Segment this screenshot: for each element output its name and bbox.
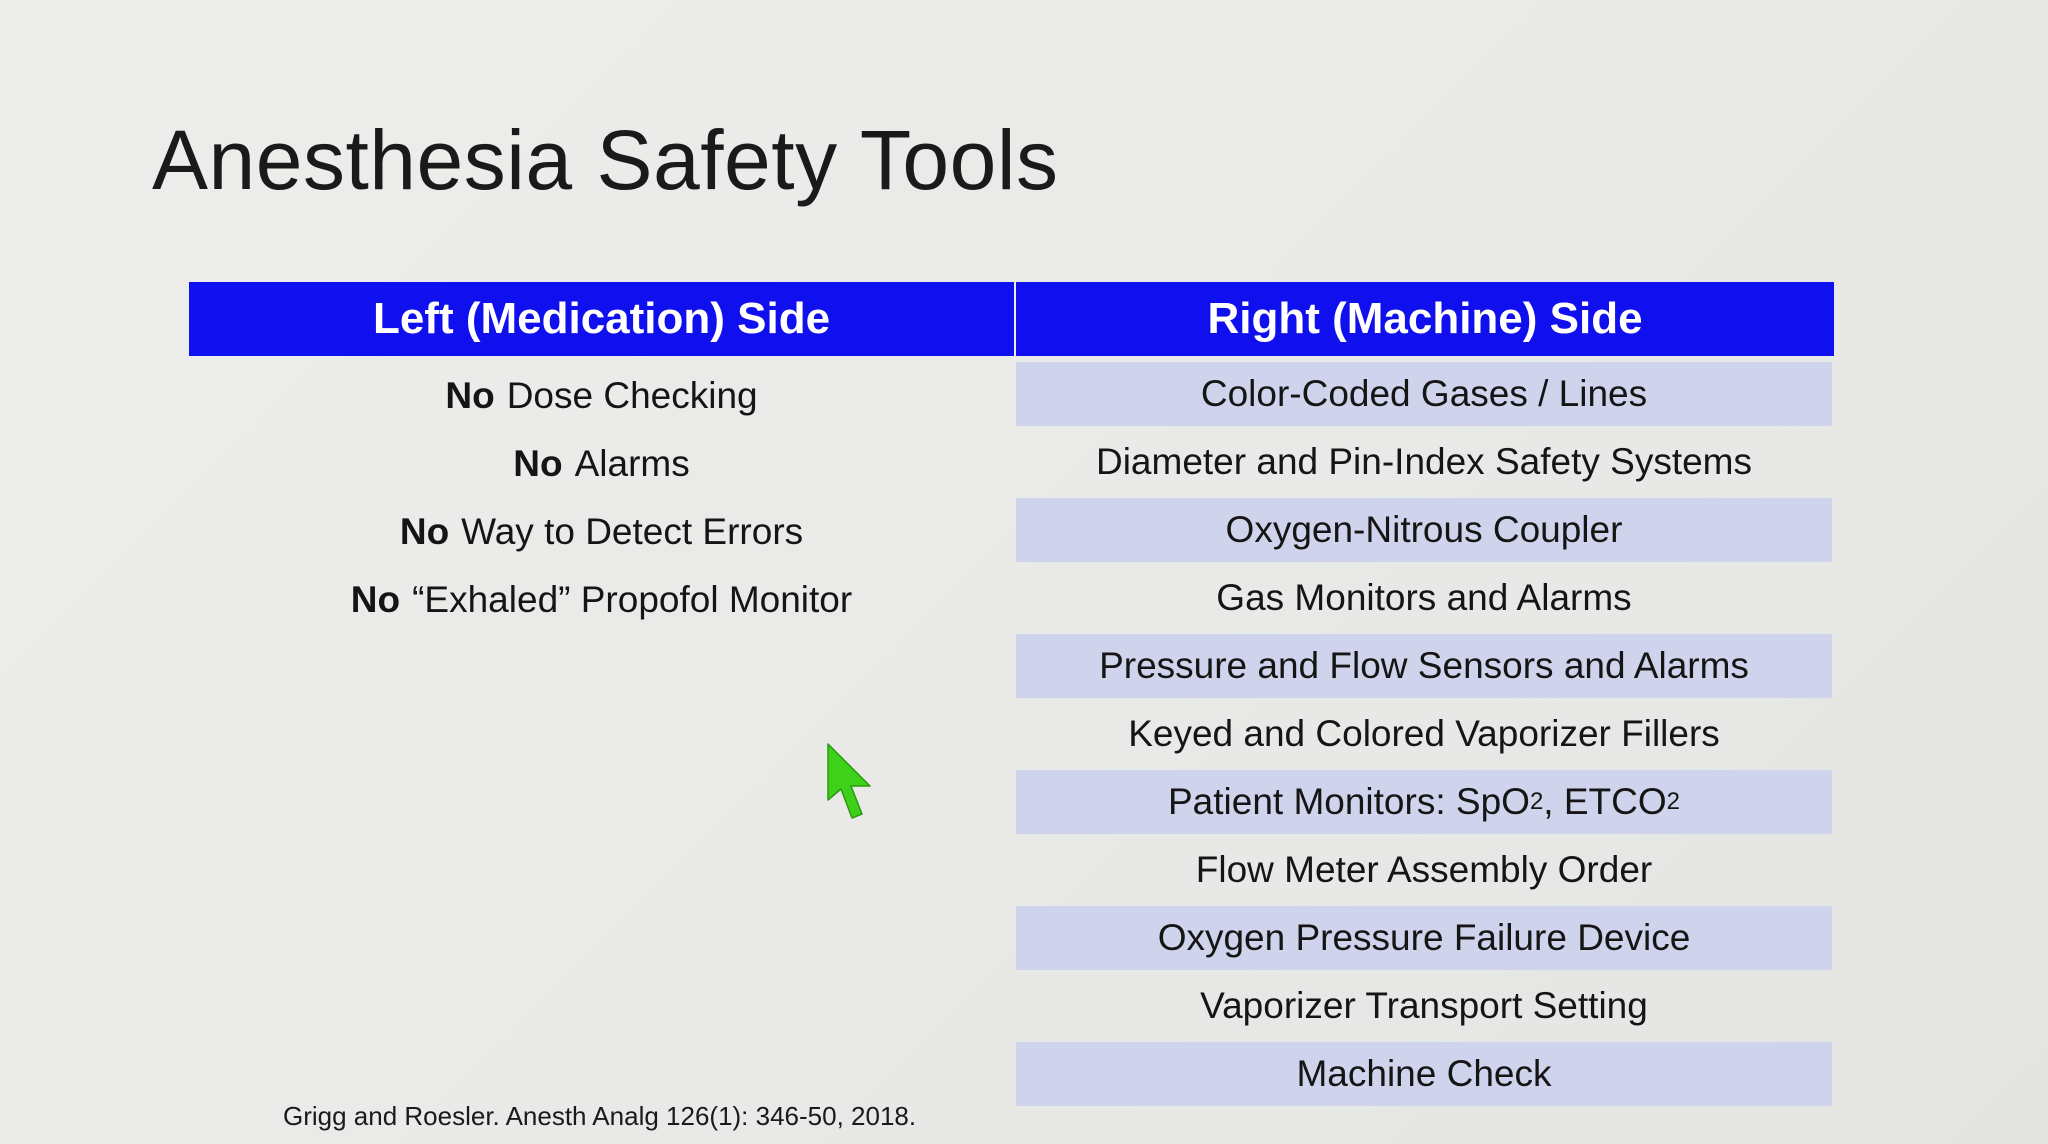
left-item-emphasis: No: [445, 375, 495, 416]
left-item-text: Way to Detect Errors: [461, 511, 804, 552]
left-item-emphasis: No: [399, 511, 450, 552]
right-item-text: Patient Monitors: SpO: [1167, 781, 1530, 822]
left-item-emphasis: No: [513, 443, 563, 484]
right-item: [1016, 770, 1832, 834]
citation: Grigg and Roesler. Anesth Analg 126(1): 346-50, 2018.: [283, 1101, 917, 1131]
right-item: Vaporizer Transport Setting: [1200, 985, 1648, 1026]
left-item-text: “Exhaled” Propofol Monitor: [412, 579, 853, 620]
slide-title: Anesthesia Safety Tools: [152, 113, 1059, 207]
right-item: Pressure and Flow Sensors and Alarms: [1016, 634, 1832, 698]
right-item: Keyed and Colored Vaporizer Fillers: [1128, 713, 1720, 754]
subscript: 2: [1666, 788, 1680, 815]
right-item: Flow Meter Assembly Order: [1195, 849, 1653, 890]
right-column-header: Right (Machine) Side: [1016, 282, 1834, 356]
right-column-list: [1016, 362, 1832, 1110]
right-item: Diameter and Pin-Index Safety Systems: [1095, 441, 1752, 482]
left-item: [189, 430, 1014, 498]
left-item: [189, 498, 1014, 566]
subscript: 2: [1529, 788, 1544, 815]
right-item: Oxygen-Nitrous Coupler: [1016, 498, 1832, 562]
left-item-text: Alarms: [574, 443, 690, 484]
left-column-header: Left (Medication) Side: [189, 282, 1014, 356]
left-column-list: [189, 362, 1014, 634]
left-item-text: Dose Checking: [506, 375, 758, 416]
left-item-emphasis: No: [350, 579, 401, 620]
right-item-text: , ETCO: [1543, 781, 1667, 822]
right-item: Oxygen Pressure Failure Device: [1016, 906, 1832, 970]
right-item: Machine Check: [1016, 1042, 1832, 1106]
left-item: [189, 566, 1014, 634]
right-item: Gas Monitors and Alarms: [1216, 577, 1632, 618]
right-item: Color-Coded Gases / Lines: [1016, 362, 1832, 426]
pointer-arrow-icon: [826, 742, 872, 822]
left-item: [189, 362, 1014, 430]
